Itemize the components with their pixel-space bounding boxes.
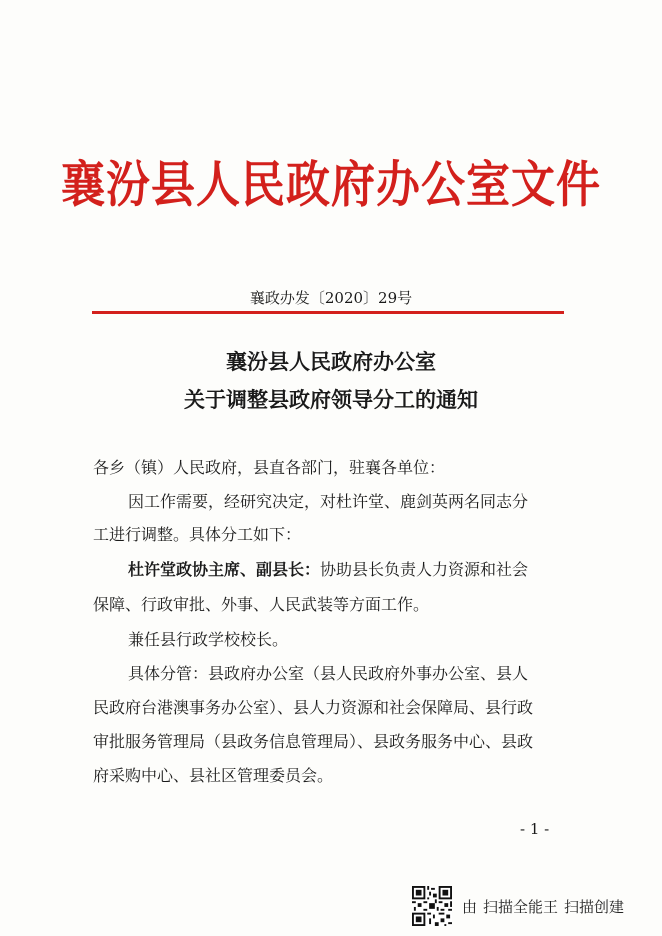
watermark-text bbox=[462, 896, 630, 917]
scanner-watermark bbox=[412, 886, 630, 926]
paragraph-4-line-4: 府采购中心、县社区管理委员会。 bbox=[93, 766, 334, 785]
watermark-prefix: 由 bbox=[462, 897, 478, 916]
qr-code-icon bbox=[412, 886, 452, 926]
paragraph-4-line-3: 审批服务管理局（县政务信息管理局）、县政务服务中心、县政 bbox=[93, 732, 534, 751]
red-divider-rule bbox=[92, 311, 564, 314]
paragraph-1-line-2: 工进行调整。具体分工如下： bbox=[93, 525, 302, 544]
salutation: 各乡（镇）人民政府，县直各部门，驻襄各单位： bbox=[93, 458, 446, 477]
watermark-app-name: 扫描全能王 bbox=[483, 897, 559, 916]
notice-title-line1: 襄汾县人民政府办公室 bbox=[226, 349, 436, 374]
notice-title-line2: 关于调整县政府领导分工的通知 bbox=[184, 387, 478, 412]
paragraph-2-line-1 bbox=[128, 557, 528, 580]
paragraph-1-line-1: 因工作需要，经研究决定，对杜许堂、鹿剑英两名同志分 bbox=[128, 492, 529, 511]
paragraph-4-line-1: 具体分管：县政府办公室（县人民政府外事办公室、县人 bbox=[128, 664, 529, 683]
paragraph-4-line-2: 民政府台港澳事务办公室）、县人力资源和社会保障局、县行政 bbox=[93, 698, 534, 717]
official-name: 杜许堂政协主席、副县长： bbox=[128, 560, 321, 579]
watermark-suffix: 扫描创建 bbox=[564, 897, 625, 916]
document-header-title: 襄汾县人民政府办公室文件 bbox=[61, 156, 601, 214]
paragraph-3: 兼任县行政学校校长。 bbox=[128, 630, 289, 649]
document-number: 襄政办发〔2020〕29号 bbox=[249, 289, 413, 307]
page-number: - 1 - bbox=[520, 820, 550, 838]
duty-text: 协助县长负责人力资源和社会 bbox=[320, 560, 529, 579]
paragraph-2-line-2: 保障、行政审批、外事、人民武装等方面工作。 bbox=[93, 595, 430, 614]
